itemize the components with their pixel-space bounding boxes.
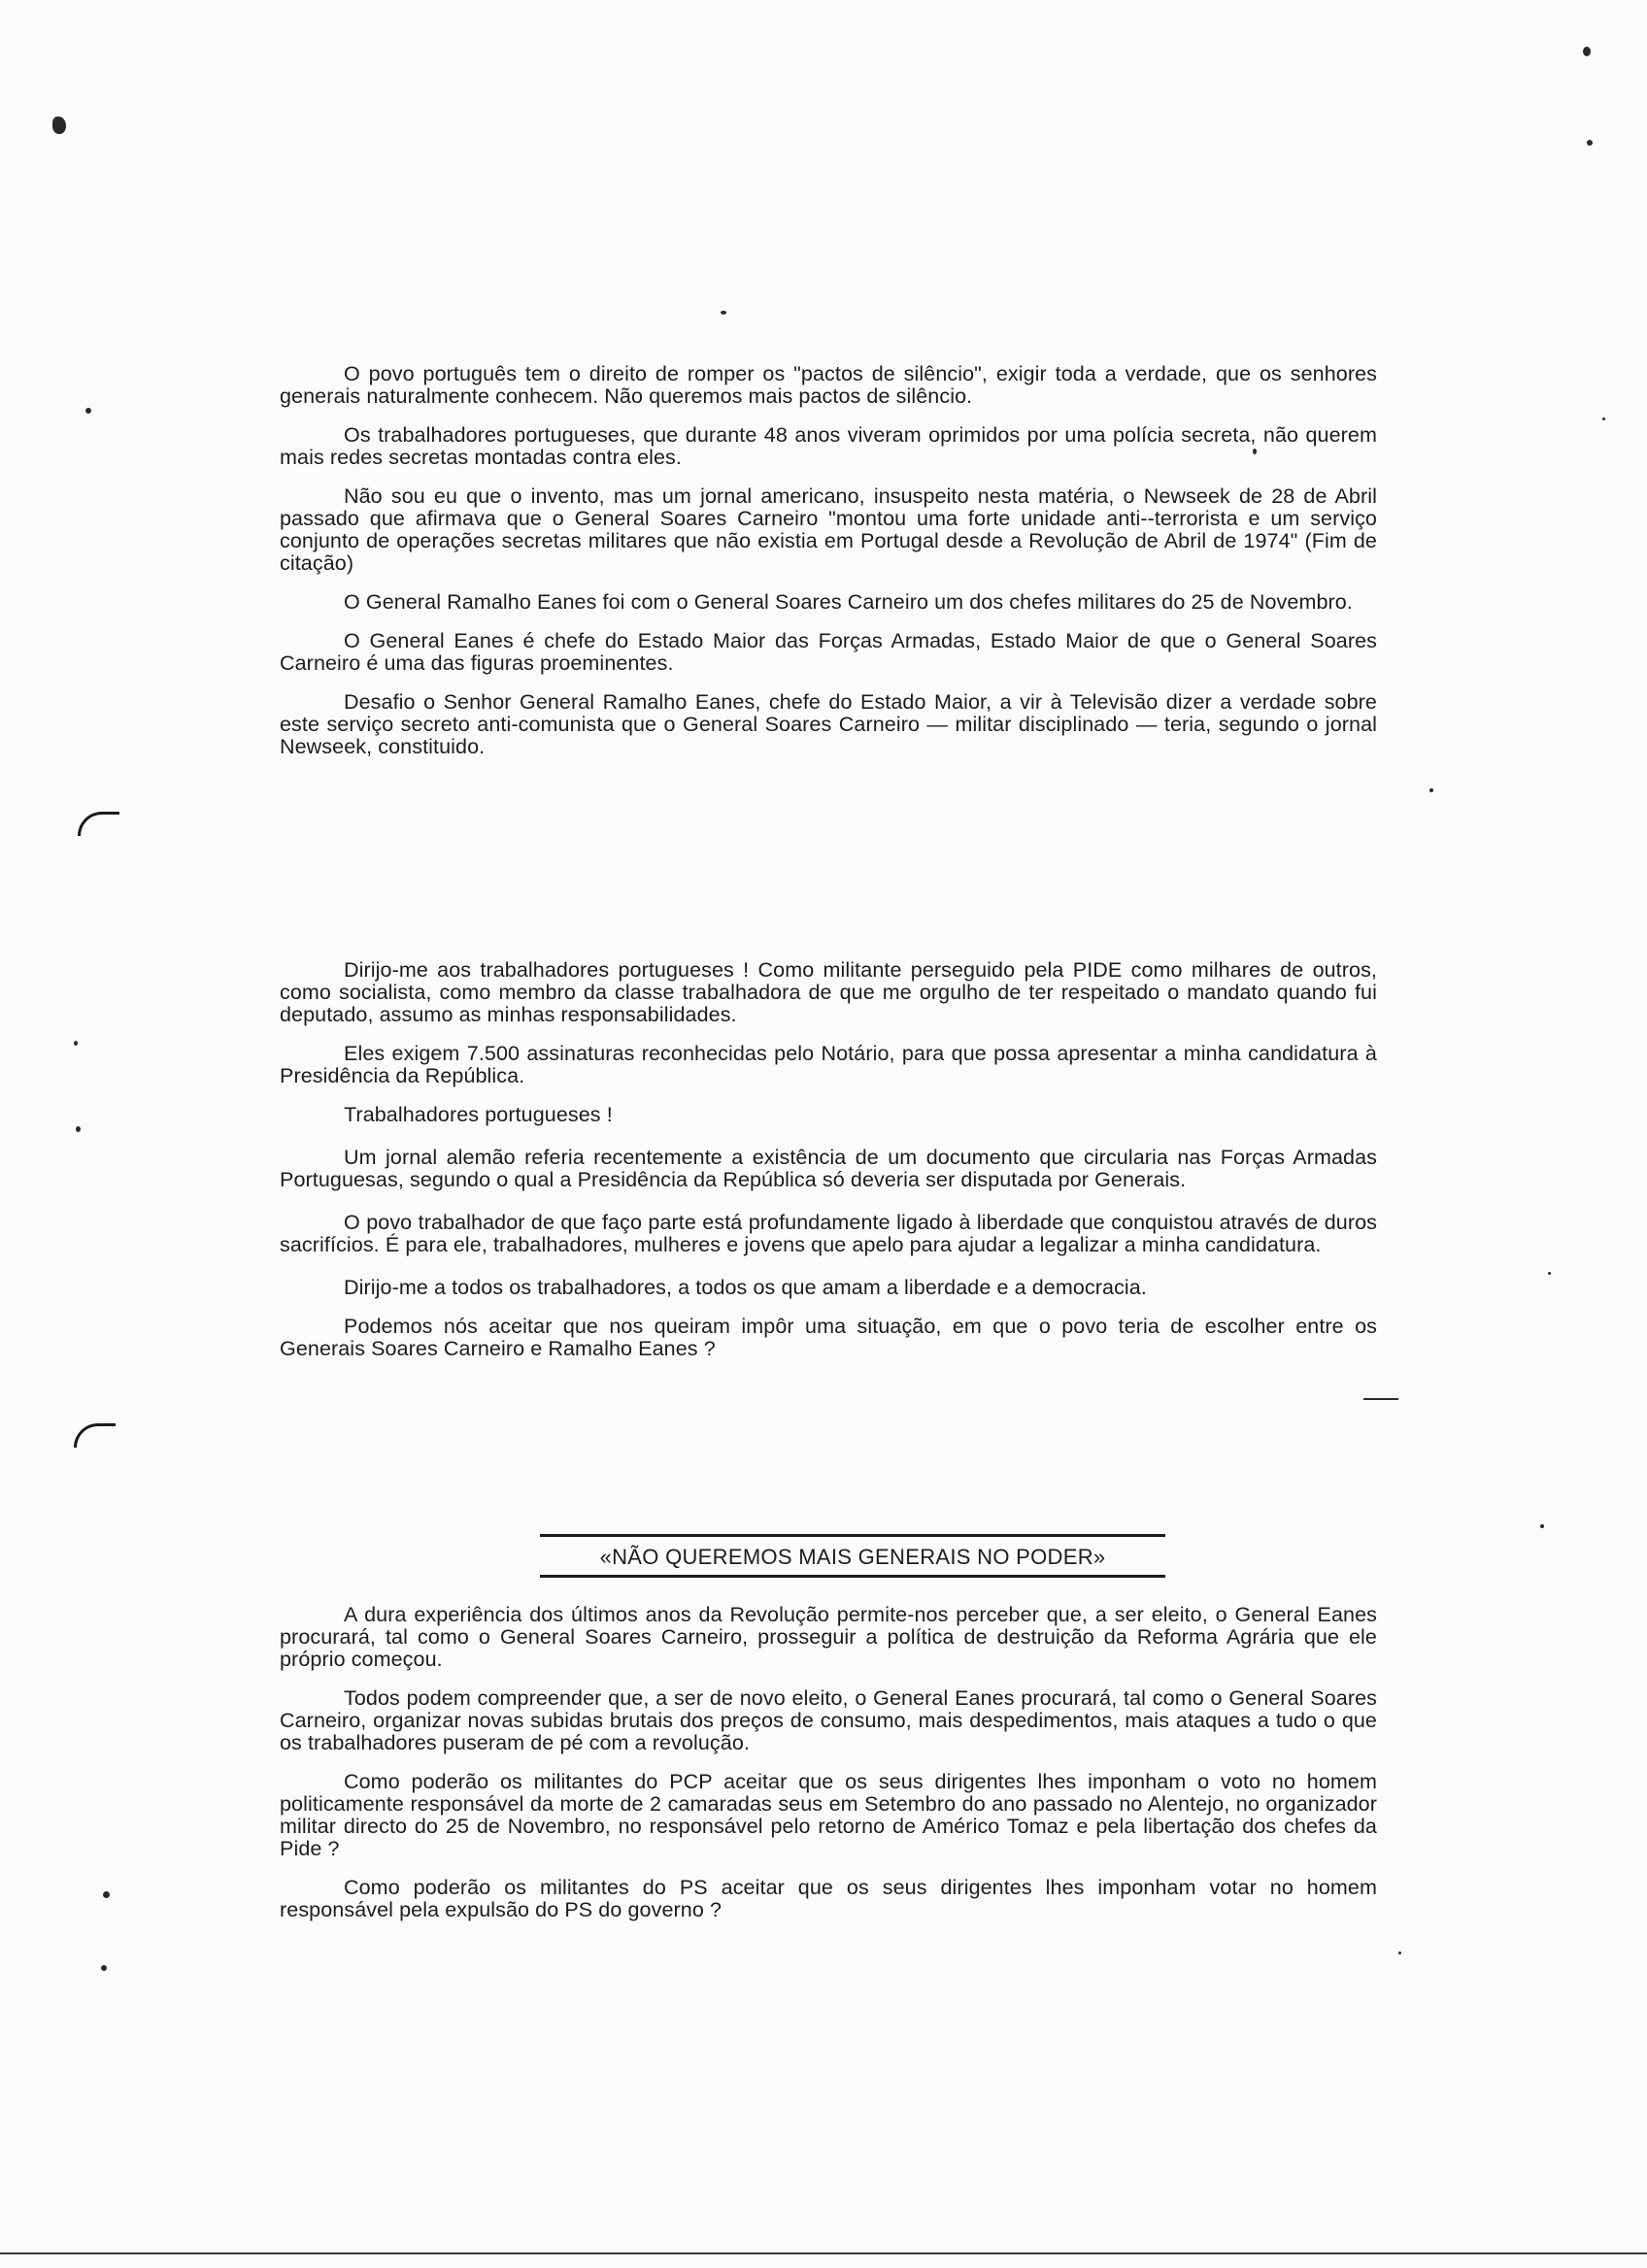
scan-speck (1398, 1951, 1401, 1954)
paragraph: Não sou eu que o invento, mas um jornal americano, insuspeito nesta matéria, o Newseek de 28 de Abril passado que afirmava que o General Soares Carneiro "montou uma forte unidade anti--terrorista e um serviço conjunto de operações secretas militares que não existia em Portugal desde a Revolução de Abril de 1974" (Fim de citação) (280, 484, 1377, 575)
margin-mark (78, 812, 119, 836)
paragraph: Um jornal alemão referia recentemente a existência de um documento que circularia nas Forças Armadas Portuguesas, segundo o qual a Presidência da República só deveria ser disputada por Generais. (280, 1146, 1377, 1191)
body-section-bottom (280, 1604, 1377, 1921)
scan-speck (721, 311, 726, 315)
paragraph: Dirijo-me a todos os trabalhadores, a todos os que amam a liberdade e a democracia. (344, 1276, 1147, 1299)
margin-dash (1363, 1398, 1398, 1400)
paragraph: Eles exigem 7.500 assinaturas reconhecidas pelo Notário, para que possa apresentar a minha candidatura à Presidência da República. (280, 1042, 1377, 1087)
paragraph: O povo português tem o direito de romper os "pactos de silêncio", exigir toda a verdade, que os senhores generais naturalmente conhecem. Não queremos mais pactos de silêncio. (280, 362, 1377, 408)
paragraph: Desafio o Senhor General Ramalho Eanes, chefe do Estado Maior, a vir à Televisão dizer a verdade sobre este serviço secreto anti-comunista que o General Soares Carneiro — militar disciplinado — teria, segundo o jornal Newseek, constituido. (280, 690, 1377, 758)
headline-rule-top (540, 1534, 1165, 1537)
scan-speck (1583, 47, 1591, 56)
scan-speck (52, 117, 66, 134)
body-section-middle (280, 959, 1377, 1360)
scan-speck (1587, 140, 1593, 146)
paragraph: Trabalhadores portugueses ! (344, 1103, 613, 1126)
paragraph: Como poderão os militantes do PS aceitar que os seus dirigentes lhes imponham votar no homem responsável pela expulsão do PS do governo ? (280, 1876, 1377, 1921)
paragraph: Os trabalhadores portugueses, que durante 48 anos viveram oprimidos por uma polícia secreta, não querem mais redes secretas montadas contra eles. (280, 423, 1377, 469)
scan-speck (1540, 1524, 1544, 1528)
paragraph: Podemos nós aceitar que nos queiram impôr uma situação, em que o povo teria de escolher entre os Generais Soares Carneiro e Ramalho Eanes ? (280, 1315, 1377, 1360)
scan-speck (74, 1041, 78, 1046)
paragraph: A dura experiência dos últimos anos da Revolução permite-nos perceber que, a ser eleito, o General Eanes procurará, tal como o General Soares Carneiro, prosseguir a política de destruição da Reforma Agrária que ele próprio começou. (280, 1603, 1377, 1671)
scan-speck (1429, 788, 1433, 792)
paragraph: O General Ramalho Eanes foi com o General Soares Carneiro um dos chefes militares do 25 de Novembro. (344, 590, 1353, 614)
paragraph: O General Eanes é chefe do Estado Maior das Forças Armadas, Estado Maior de que o General Soares Carneiro é uma das figuras proeminentes. (280, 629, 1377, 675)
headline-rule-bottom (540, 1575, 1165, 1578)
headline-box (540, 1534, 1165, 1581)
paragraph: Como poderão os militantes do PCP aceitar que os seus dirigentes lhes imponham o voto no homem politicamente responsável da morte de 2 camaradas seus em Setembro do ano passado no Alentejo, no organizador militar directo do 25 de Novembro, no responsável pelo retorno de Américo Tomaz e pela libertação dos chefes da Pide ? (280, 1770, 1377, 1860)
scan-speck (1602, 417, 1605, 420)
scan-speck (85, 408, 91, 414)
scan-speck (1548, 1272, 1551, 1275)
headline: «NÃO QUEREMOS MAIS GENERAIS NO PODER» (599, 1545, 1106, 1569)
scan-speck (101, 1965, 107, 1971)
paragraph: Dirijo-me aos trabalhadores portugueses ! Como militante perseguido pela PIDE como milhares de outros, como socialista, como membro da classe trabalhadora de que me orgulho de ter respeitado o mandato quando fui deputado, assumo as minhas responsabilidades. (280, 958, 1377, 1026)
paragraph: Todos podem compreender que, a ser de novo eleito, o General Eanes procurará, tal como o General Soares Carneiro, organizar novas subidas brutais dos preços de consumo, mais despedimentos, mais ataques a tudo o que os trabalhadores puseram de pé com a revolução. (280, 1686, 1377, 1754)
scan-speck (76, 1126, 81, 1132)
page-bottom-edge (0, 2252, 1647, 2254)
margin-mark (74, 1423, 116, 1448)
scan-speck (103, 1891, 110, 1898)
body-section-top (280, 363, 1377, 758)
paragraph: O povo trabalhador de que faço parte está profundamente ligado à liberdade que conquistou através de duros sacrifícios. É para ele, trabalhadores, mulheres e jovens que apelo para ajudar a legalizar a minha candidatura. (280, 1211, 1377, 1256)
